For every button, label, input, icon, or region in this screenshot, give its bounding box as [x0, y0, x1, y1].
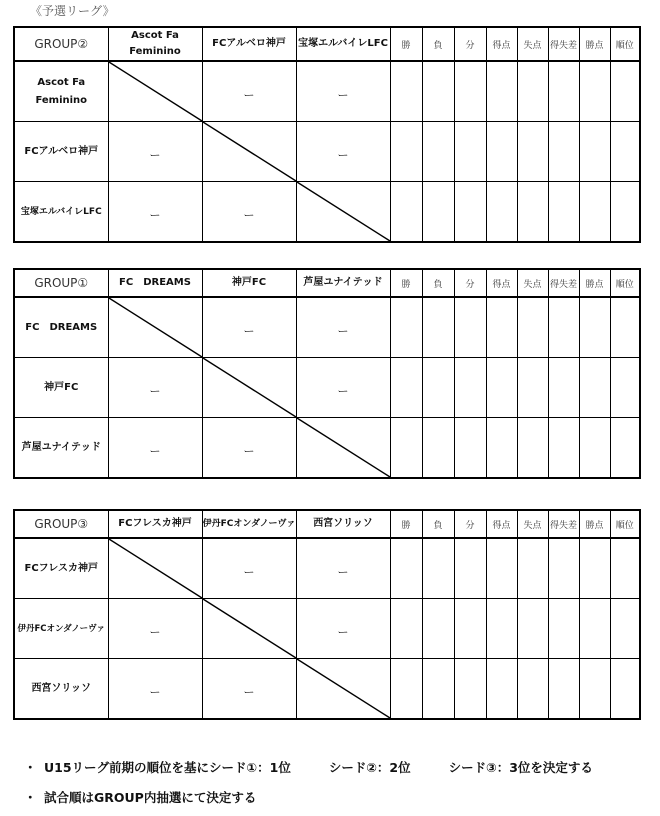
stat-cell [454, 418, 486, 479]
row-team-label: FCフレスカ神戸 [14, 538, 108, 599]
result-cell [108, 659, 202, 720]
column-team-header: FCアルベロ神戸 [202, 27, 296, 61]
dash-mark: ー [337, 384, 349, 398]
dash-mark: ー [243, 444, 255, 458]
group-table [13, 268, 641, 479]
column-team-header: 宝塚エルバイレLFC [296, 27, 390, 61]
stat-header-goal-diff: 得失差 [548, 269, 579, 297]
dash-mark: ー [337, 625, 349, 639]
stat-header-losses: 負 [422, 510, 454, 538]
stat-cell [390, 61, 422, 122]
column-team-header: 芦屋ユナイテッド [296, 269, 390, 297]
note-line [24, 758, 593, 776]
stat-cell [579, 122, 610, 182]
stat-header-draws: 分 [454, 269, 486, 297]
stat-cell [390, 418, 422, 479]
stat-cell [610, 182, 640, 243]
stat-cell [517, 61, 548, 122]
diagonal-cell [296, 182, 390, 243]
dash-mark: ー [149, 384, 161, 398]
stat-header-goals-for: 得点 [486, 27, 517, 61]
note-seed-1: U15リーグ前期の順位を基にシード①：1位 [44, 760, 291, 775]
stat-header-goals-against: 失点 [517, 27, 548, 61]
stat-header-points: 勝点 [579, 510, 610, 538]
stat-cell [486, 659, 517, 720]
dash-mark: ー [149, 444, 161, 458]
stat-cell [610, 538, 640, 599]
result-cell [108, 599, 202, 659]
dash-mark: ー [243, 324, 255, 338]
stat-cell [422, 358, 454, 418]
dash-mark: ー [243, 685, 255, 699]
stat-cell [390, 297, 422, 358]
stat-cell [579, 61, 610, 122]
result-cell [108, 418, 202, 479]
stat-cell [579, 659, 610, 720]
column-team-header: 神戸FC [202, 269, 296, 297]
diagonal-cell [202, 122, 296, 182]
stat-cell [486, 358, 517, 418]
stat-cell [517, 358, 548, 418]
stat-cell [517, 122, 548, 182]
stat-cell [548, 538, 579, 599]
stat-header-losses: 負 [422, 27, 454, 61]
stat-cell [454, 122, 486, 182]
stat-header-rank: 順位 [610, 269, 640, 297]
row-team-label: 芦屋ユナイテッド [14, 418, 108, 479]
stat-cell [579, 418, 610, 479]
stat-cell [548, 182, 579, 243]
stat-cell [486, 297, 517, 358]
result-cell [296, 358, 390, 418]
stat-header-draws: 分 [454, 510, 486, 538]
result-cell [296, 538, 390, 599]
group-table [13, 26, 641, 243]
row-team-label: FC DREAMS [14, 297, 108, 358]
stat-cell [422, 122, 454, 182]
stat-cell [517, 297, 548, 358]
column-team-header: Ascot Fa Feminino [108, 27, 202, 61]
stat-cell [422, 659, 454, 720]
result-cell [202, 538, 296, 599]
stat-cell [610, 418, 640, 479]
stat-cell [486, 122, 517, 182]
stat-cell [610, 61, 640, 122]
stat-cell [390, 599, 422, 659]
diagonal-cell [108, 297, 202, 358]
page-heading: 《予選リーグ》 [30, 4, 115, 18]
diagonal-cell [202, 599, 296, 659]
group-label: GROUP① [14, 269, 108, 297]
stat-cell [548, 659, 579, 720]
stat-header-points: 勝点 [579, 27, 610, 61]
stat-header-wins: 勝 [390, 269, 422, 297]
stat-cell [454, 61, 486, 122]
stat-cell [390, 538, 422, 599]
stat-cell [548, 61, 579, 122]
stat-header-rank: 順位 [610, 27, 640, 61]
dash-mark: ー [243, 565, 255, 579]
stat-cell [390, 182, 422, 243]
bullet-dot: ・ [24, 790, 37, 805]
stat-cell [422, 599, 454, 659]
stat-cell [517, 599, 548, 659]
stat-cell [422, 61, 454, 122]
column-team-header: 伊丹FCオンダノーヴァ [202, 510, 296, 538]
stat-cell [517, 659, 548, 720]
stat-cell [610, 659, 640, 720]
stat-header-rank: 順位 [610, 510, 640, 538]
diagonal-cell [108, 61, 202, 122]
result-cell [296, 122, 390, 182]
stat-header-draws: 分 [454, 27, 486, 61]
stat-cell [486, 418, 517, 479]
stat-cell [548, 599, 579, 659]
note-match-order: 試合順はGROUP内抽選にて決定する [44, 790, 257, 805]
stat-cell [517, 538, 548, 599]
result-cell [296, 61, 390, 122]
stat-cell [610, 358, 640, 418]
diagonal-cell [202, 358, 296, 418]
stat-header-goals-for: 得点 [486, 510, 517, 538]
dash-mark: ー [337, 565, 349, 579]
result-cell [202, 297, 296, 358]
column-team-header: FC DREAMS [108, 269, 202, 297]
dash-mark: ー [243, 208, 255, 222]
group-label: GROUP③ [14, 510, 108, 538]
dash-mark: ー [149, 685, 161, 699]
stat-cell [548, 122, 579, 182]
stat-cell [486, 182, 517, 243]
stat-cell [548, 297, 579, 358]
stat-cell [517, 418, 548, 479]
stat-cell [579, 358, 610, 418]
stat-cell [517, 182, 548, 243]
stat-cell [579, 599, 610, 659]
stat-cell [454, 297, 486, 358]
stat-cell [610, 122, 640, 182]
stat-header-losses: 負 [422, 269, 454, 297]
group-table [13, 509, 641, 720]
stat-cell [486, 538, 517, 599]
dash-mark: ー [337, 88, 349, 102]
stat-header-wins: 勝 [390, 27, 422, 61]
note-seed-2: シード②：2位 [328, 760, 411, 775]
dash-mark: ー [337, 324, 349, 338]
stat-cell [390, 659, 422, 720]
bullet-dot: ・ [24, 760, 37, 775]
stat-cell [610, 599, 640, 659]
stat-cell [454, 538, 486, 599]
column-team-header: 西宮ソリッソ [296, 510, 390, 538]
stat-cell [454, 659, 486, 720]
dash-mark: ー [243, 88, 255, 102]
stat-header-goals-for: 得点 [486, 269, 517, 297]
result-cell [296, 599, 390, 659]
stat-cell [422, 297, 454, 358]
stat-header-goal-diff: 得失差 [548, 510, 579, 538]
result-cell [108, 358, 202, 418]
row-team-label: 西宮ソリッソ [14, 659, 108, 720]
dash-mark: ー [149, 208, 161, 222]
result-cell [202, 61, 296, 122]
result-cell [202, 418, 296, 479]
dash-mark: ー [149, 625, 161, 639]
note-line [24, 788, 256, 806]
stat-cell [579, 182, 610, 243]
stat-cell [486, 61, 517, 122]
column-team-header: FCフレスカ神戸 [108, 510, 202, 538]
diagonal-cell [296, 418, 390, 479]
diagonal-cell [296, 659, 390, 720]
dash-mark: ー [337, 148, 349, 162]
diagonal-cell [108, 538, 202, 599]
stat-cell [548, 418, 579, 479]
stat-cell [390, 358, 422, 418]
note-seed-3: シード③：3位を決定する [448, 760, 593, 775]
row-team-label: Ascot Fa Feminino [14, 61, 108, 122]
result-cell [296, 297, 390, 358]
stat-cell [579, 538, 610, 599]
row-team-label: 宝塚エルバイレLFC [14, 182, 108, 243]
stat-header-goals-against: 失点 [517, 269, 548, 297]
stat-cell [454, 599, 486, 659]
stat-header-goals-against: 失点 [517, 510, 548, 538]
stat-cell [422, 418, 454, 479]
stat-cell [422, 182, 454, 243]
stat-cell [486, 599, 517, 659]
result-cell [108, 122, 202, 182]
dash-mark: ー [149, 148, 161, 162]
result-cell [202, 659, 296, 720]
stat-cell [610, 297, 640, 358]
stat-cell [390, 122, 422, 182]
stat-cell [548, 358, 579, 418]
row-team-label: 伊丹FCオンダノーヴァ [14, 599, 108, 659]
stat-cell [579, 297, 610, 358]
stat-cell [454, 182, 486, 243]
result-cell [202, 182, 296, 243]
result-cell [108, 182, 202, 243]
stat-cell [454, 358, 486, 418]
stat-header-goal-diff: 得失差 [548, 27, 579, 61]
stat-header-wins: 勝 [390, 510, 422, 538]
stat-header-points: 勝点 [579, 269, 610, 297]
row-team-label: 神戸FC [14, 358, 108, 418]
group-label: GROUP② [14, 27, 108, 61]
row-team-label: FCアルベロ神戸 [14, 122, 108, 182]
stat-cell [422, 538, 454, 599]
